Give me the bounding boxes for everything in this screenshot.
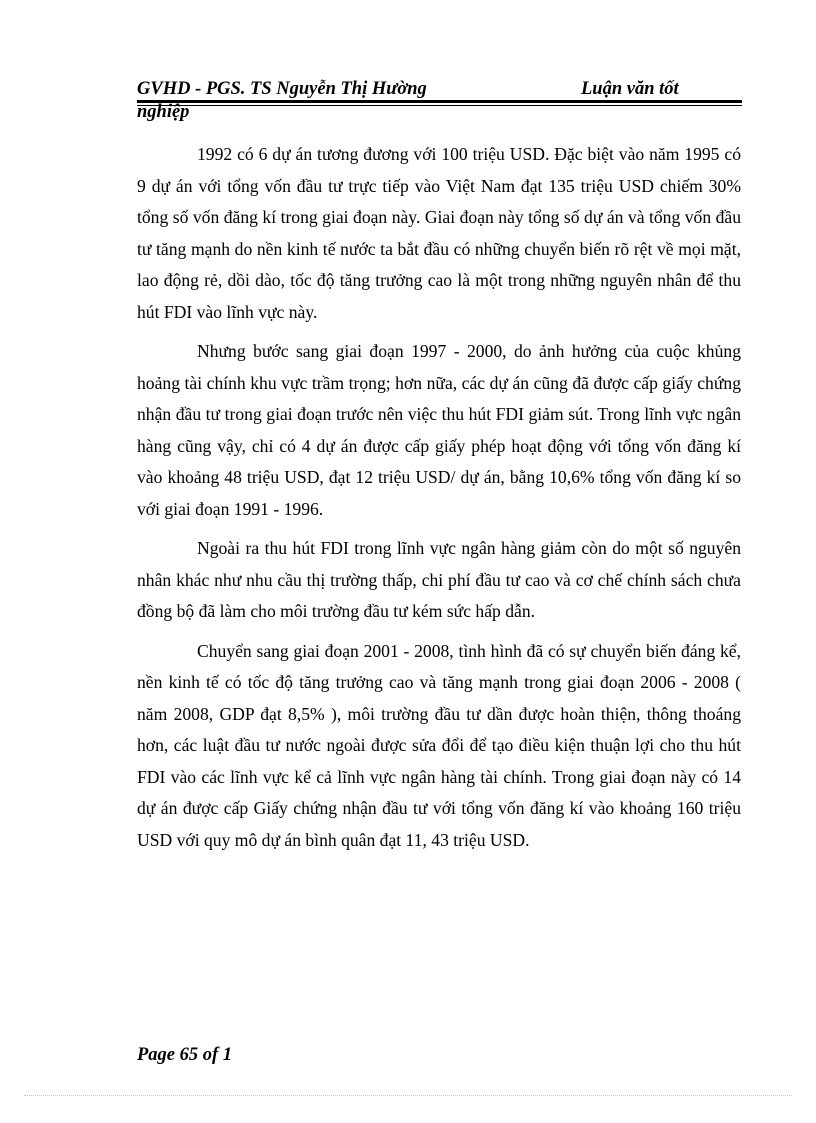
page-header bbox=[137, 78, 742, 122]
page-footer: Page 65 of 1 bbox=[137, 1045, 233, 1065]
body-text bbox=[137, 139, 741, 864]
page-bottom-divider bbox=[24, 1095, 792, 1096]
header-thesis-title: Luận văn tốt bbox=[581, 79, 679, 99]
header-thesis-title-continued: nghiệp bbox=[137, 102, 190, 122]
header-rule-thick bbox=[137, 100, 742, 103]
header-rule-thin bbox=[137, 105, 742, 106]
header-advisor: GVHD - PGS. TS Nguyễn Thị Hường bbox=[137, 79, 427, 99]
paragraph-3: Ngoài ra thu hút FDI trong lĩnh vực ngân hàng giảm còn do một số nguyên nhân khác như nhu cầu thị trường thấp, chi phí đầu tư cao và cơ chế chính sách chưa đồng bộ đã làm cho môi trường đầu tư kém sức hấp dẫn. bbox=[137, 538, 741, 621]
paragraph-2: Nhưng bước sang giai đoạn 1997 - 2000, do ảnh hưởng của cuộc khủng hoảng tài chính khu vực trầm trọng; hơn nữa, các dự án cũng đã được cấp giấy chứng nhận đầu tư trong giai đoạn trước nên việc thu hút FDI giảm sút. Trong lĩnh vực ngân hàng cũng vậy, chỉ có 4 dự án được cấp giấy phép hoạt động với tổng vốn đăng kí vào khoảng 48 triệu USD, đạt 12 triệu USD/ dự án, bằng 10,6% tổng vốn đăng kí so với giai đoạn 1991 - 1996. bbox=[137, 341, 741, 519]
paragraph-1: 1992 có 6 dự án tương đương với 100 triệu USD. Đặc biệt vào năm 1995 có 9 dự án với tổng vốn đầu tư trực tiếp vào Việt Nam đạt 135 triệu USD chiếm 30% tổng số vốn đăng kí trong giai đoạn này. Giai đoạn này tổng số dự án và tổng vốn đầu tư tăng mạnh do nền kinh tế nước ta bắt đầu có những chuyển biến rõ rệt về mọi mặt, lao động rẻ, dồi dào, tốc độ tăng trưởng cao là một trong những nguyên nhân để thu hút FDI vào lĩnh vực này. bbox=[137, 144, 741, 322]
paragraph-4: Chuyển sang giai đoạn 2001 - 2008, tình hình đã có sự chuyển biến đáng kể, nền kinh tế có tốc độ tăng trưởng cao và tăng mạnh trong giai đoạn 2006 - 2008 ( năm 2008, GDP đạt 8,5% ), môi trường đầu tư dần được hoàn thiện, thông thoáng hơn, các luật đầu tư nước ngoài được sửa đổi để tạo điều kiện thuận lợi cho thu hút FDI vào các lĩnh vực kể cả lĩnh vực ngân hàng tài chính. Trong giai đoạn này có 14 dự án được cấp Giấy chứng nhận đầu tư với tổng vốn đăng kí vào khoảng 160 triệu USD với quy mô dự án bình quân đạt 11, 43 triệu USD. bbox=[137, 640, 741, 850]
